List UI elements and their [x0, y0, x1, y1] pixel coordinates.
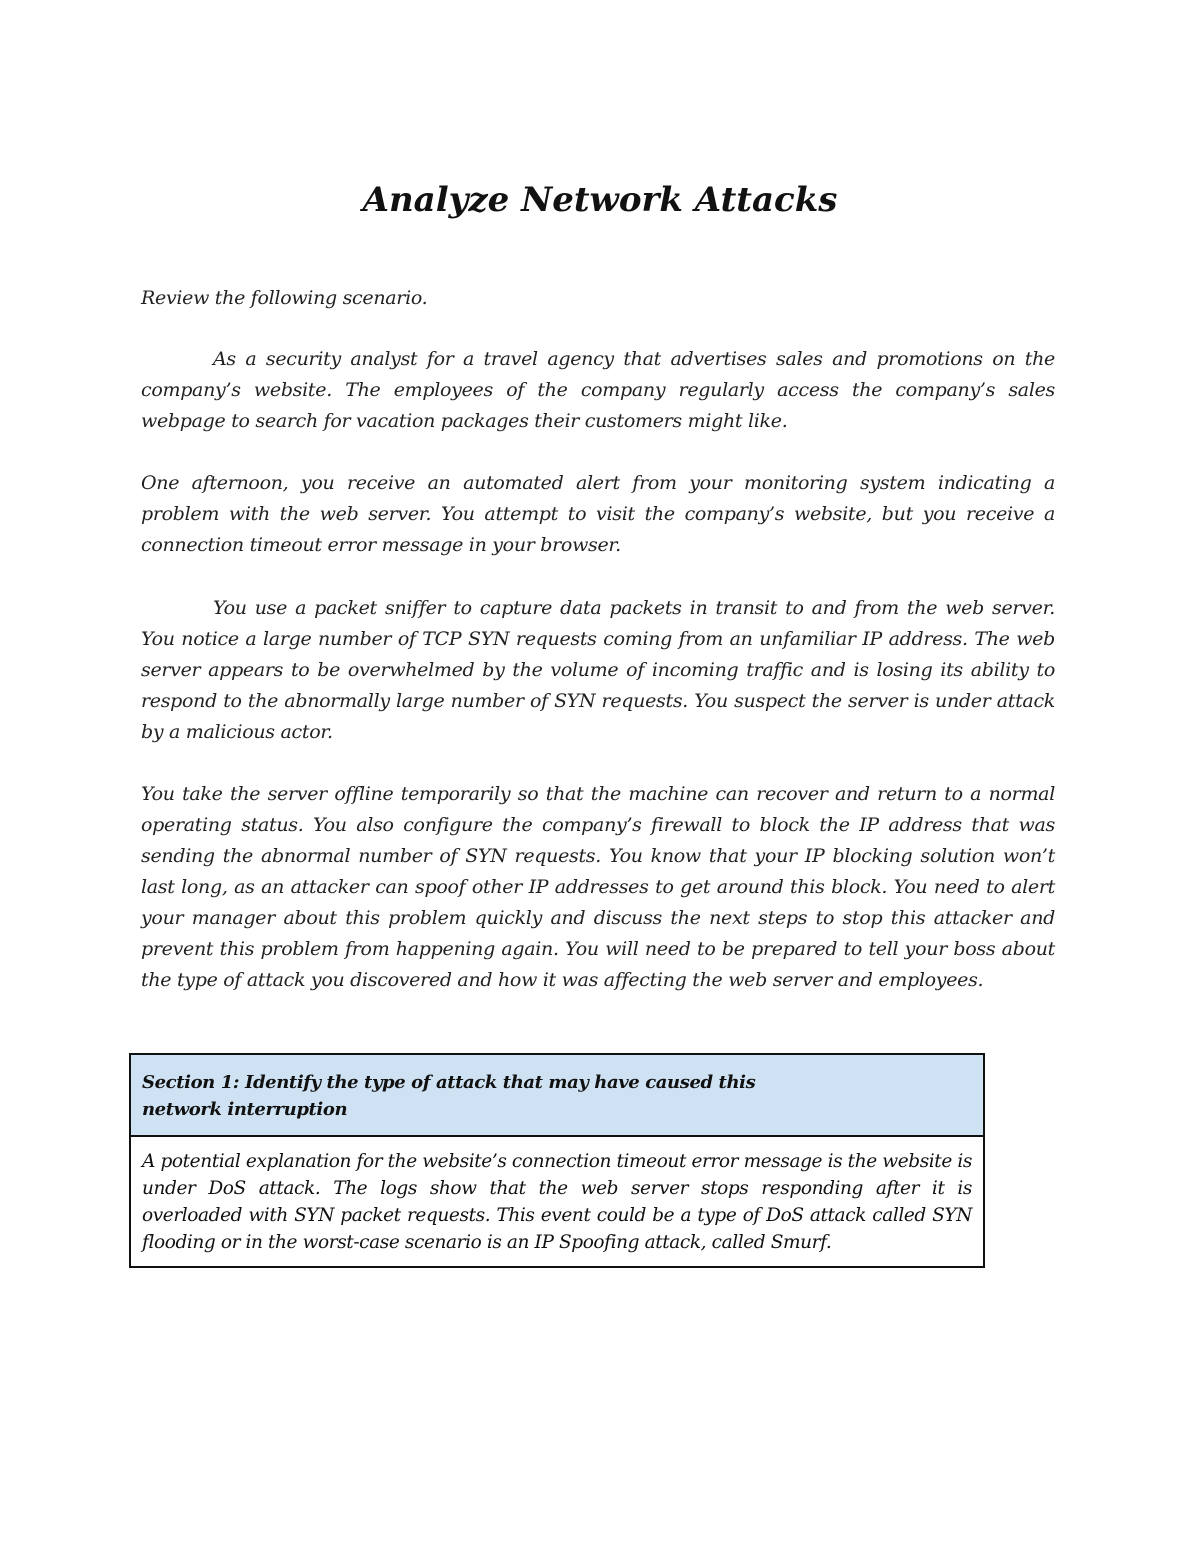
scenario-paragraph-3: You use a packet sniffer to capture data packets in transit to and from the web server. You notice a large number of TCP SYN requests coming from an unfamiliar IP address. The web server appears to be overwhelmed by the volume of incoming traffic and is losing its ability to respond to the abnormally large number of SYN requests. You suspect the server is under attack by a malicious actor.: [141, 597, 1055, 743]
scenario-paragraph-2: One afternoon, you receive an automated alert from your monitoring system indicating a problem with the web server. You attempt to visit the company’s website, but you receive a connection timeout error message in your browser.: [141, 472, 1055, 556]
section-1-header-line-2: network interruption: [142, 1099, 348, 1120]
scenario-paragraph-1: As a security analyst for a travel agency that advertises sales and promotions on the company’s website. The employees of the company regularly access the company’s sales webpage to search for vacation packages their customers might like.: [141, 348, 1055, 432]
section-1-header: [131, 1055, 983, 1137]
page-title: Analyze Network Attacks: [362, 180, 838, 220]
section-1-header-line-1: Section 1: Identify the type of attack that may have caused this: [142, 1072, 756, 1093]
review-instruction: Review the following scenario.: [141, 287, 428, 309]
section-1-answer: A potential explanation for the website’s connection timeout error message is the website is under DoS attack. The logs show that the web server stops responding after it is overloaded with SYN packet requests. This event could be a type of DoS attack called SYN flooding or in the worst-case scenario is an IP Spoofing attack, called Smurf.: [142, 1151, 972, 1253]
section-1-table: [129, 1053, 985, 1268]
scenario-paragraph-4: You take the server offline temporarily so that the machine can recover and return to a normal operating status. You also configure the company’s firewall to block the IP address that was sending the abnormal number of SYN requests. You know that your IP blocking solution won’t last long, as an attacker can spoof other IP addresses to get around this block. You need to alert your manager about this problem quickly and discuss the next steps to stop this attacker and prevent this problem from happening again. You will need to be prepared to tell your boss about the type of attack you discovered and how it was affecting the web server and employees.: [141, 783, 1055, 991]
